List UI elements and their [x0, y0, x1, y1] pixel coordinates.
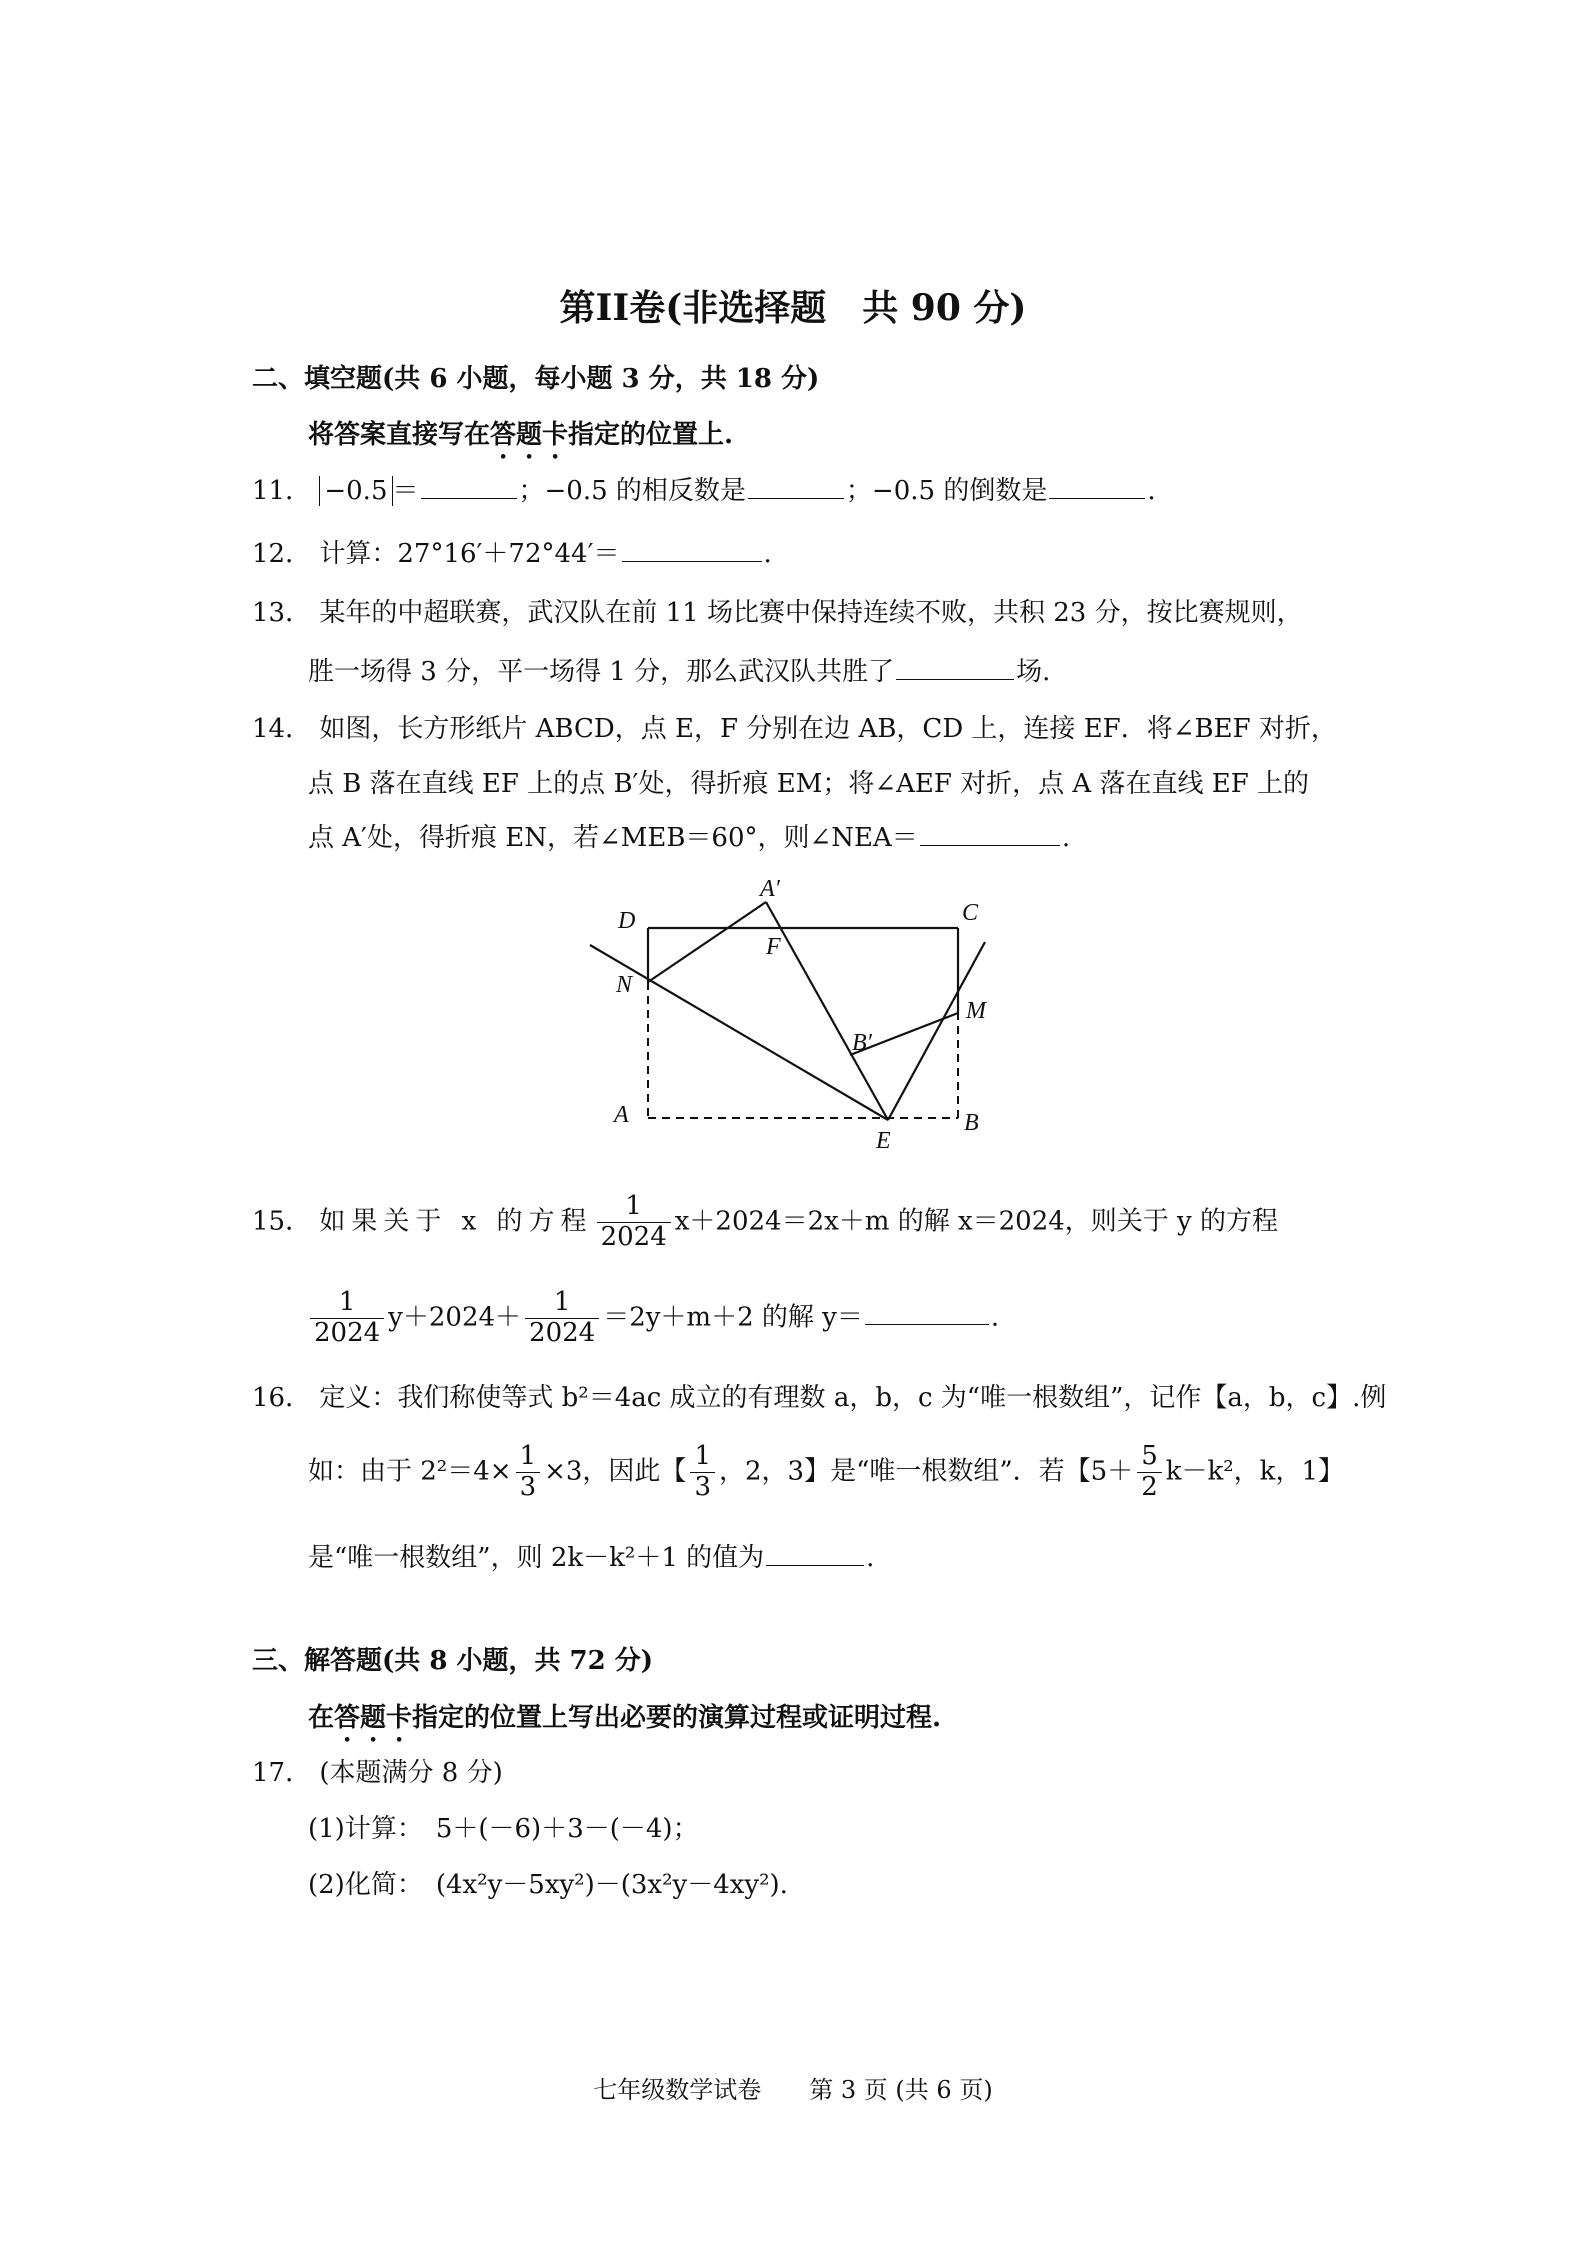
- answer-blank: [920, 821, 1060, 846]
- question-13-line2: 胜一场得 3 分，平一场得 1 分，那么武汉队共胜了 场.: [308, 657, 1051, 687]
- label-B: B: [964, 1110, 979, 1136]
- answer-blank: [766, 1541, 864, 1566]
- segment-A'E: [766, 902, 888, 1120]
- label-F: F: [766, 934, 781, 960]
- question-17-part2: (2)化简： (4x²y－5xy²)－(3x²y－4xy²).: [308, 1870, 788, 1900]
- section2-instruction: 将答案直接写在答题卡指定的位置上.: [308, 420, 734, 450]
- segment-NA': [648, 902, 766, 982]
- question-15: 15． 如果关于 x 的方程 $\frac{1}{2024}$ x＋2024＝2x＋m 的解 x＝2024，则关于 y 的方程: [252, 1191, 1279, 1252]
- question-17-part1: (1)计算： 5＋(－6)＋3－(－4)；: [308, 1814, 699, 1844]
- page-title: 第II卷(非选择题 共 90 分): [559, 287, 1027, 329]
- question-16-line3: 是“唯一根数组”，则 2k－k²＋1 的值为 .: [308, 1543, 875, 1573]
- question-12: 12． 计算：27°16′＋72°44′＝ .: [252, 539, 772, 569]
- question-14-line2: 点 B 落在直线 EF 上的点 B′处，得折痕 EM；将∠AEF 对折，点 A 落在直线 EF 上的: [308, 769, 1310, 799]
- answer-blank: [622, 537, 762, 562]
- answer-blank: [748, 474, 844, 499]
- label-A: A: [614, 1102, 629, 1128]
- question-17: 17． (本题满分 8 分): [252, 1758, 503, 1788]
- question-15-line2: $\frac{1}{2024}$ y＋2024＋ $\frac{1}{2024}$ ＝2y＋m＋2 的解 y＝ .: [306, 1288, 999, 1349]
- label-N: N: [616, 972, 633, 998]
- label-A-prime: A′: [760, 876, 780, 902]
- label-M: M: [966, 998, 986, 1024]
- question-14-line3: 点 A′处，得折痕 EN，若∠MEB＝60°，则∠NEA＝ .: [308, 823, 1071, 853]
- crease-EN: [590, 945, 888, 1120]
- answer-blank: [865, 1300, 989, 1325]
- question-13: 13． 某年的中超联赛，武汉队在前 11 场比赛中保持连续不败，共积 23 分，按比赛规则，: [252, 598, 1303, 628]
- answer-blank: [896, 655, 1014, 680]
- question-14: 14． 如图，长方形纸片 ABCD，点 E，F 分别在边 AB，CD 上，连接 EF．将∠BEF 对折，: [252, 714, 1337, 744]
- geometry-figure: [570, 870, 1000, 1160]
- label-D: D: [618, 908, 636, 934]
- answer-blank: [421, 474, 517, 499]
- crease-EM: [888, 942, 985, 1120]
- label-C: C: [962, 900, 979, 926]
- label-B-prime: B′: [852, 1030, 872, 1056]
- answer-blank: [1049, 474, 1145, 499]
- section3-heading: 三、解答题(共 8 小题，共 72 分): [252, 1646, 654, 1676]
- page-footer: 七年级数学试卷 第 3 页 (共 6 页): [593, 2076, 993, 2104]
- question-16-line2: 如：由于 2²＝4× $\frac{1}{3}$ ×3，因此【 $\frac{1}{3}$ ，2，3】是“唯一根数组”．若【5＋ $\frac{5}{2}$ k－k²，k，1】: [308, 1441, 1344, 1502]
- label-E: E: [876, 1128, 891, 1154]
- section2-heading: 二、填空题(共 6 小题，每小题 3 分，共 18 分): [252, 364, 820, 394]
- question-16: 16． 定义：我们称使等式 b²＝4ac 成立的有理数 a，b，c 为“唯一根数组”，记作【a，b，c】.例: [252, 1383, 1387, 1413]
- section3-instruction: 在答题卡指定的位置上写出必要的演算过程或证明过程.: [308, 1703, 942, 1733]
- question-11: 11． −0.5 ＝ ；−0.5 的相反数是 ；−0.5 的倒数是 .: [252, 476, 1156, 506]
